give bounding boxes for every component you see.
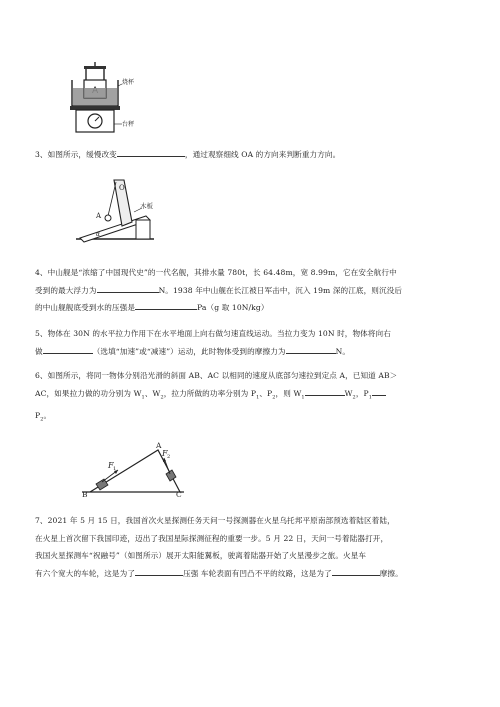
q7-blank-friction[interactable] — [332, 566, 380, 576]
question-5 — [35, 325, 475, 360]
q5-blank-friction[interactable] — [286, 344, 336, 354]
q4-line-1: 4、中山舰是“浓缩了中国现代史”的一代名舰，其排水量 780t，长 64.48m，宽 8.99m，它在安全航行中 — [35, 268, 397, 277]
q6-text-b: 、W — [144, 388, 161, 398]
q4-line-2-end: N。1938 年中山舰在长江被日军击中，沉入 19m 深的江底，则沉没后 — [158, 285, 403, 295]
q7-line-1: 7、2021 年 5 月 15 日，我国首次火星探测任务天问一号探测器在火星乌托邦平原南部预选着陆区着陆， — [35, 516, 395, 525]
two-inclines-figure — [80, 440, 190, 498]
q7-line-4-mid: 压强 车轮表面有凹凸不平的纹路，这是为了 — [183, 568, 332, 578]
q5-blank-motion[interactable] — [43, 344, 93, 354]
force-f2-sub: 2 — [167, 454, 171, 460]
question-6 — [35, 367, 475, 429]
q3-text-end: ，通过观察细线 OA 的方向来判断重力方向。 — [184, 150, 341, 159]
q5-line-2-mid: （选填“加速”或“减速”）运动，此时物体受到的摩擦力为 — [92, 346, 286, 356]
q6-blank-power[interactable] — [372, 386, 386, 396]
q6-text-i: 。 — [43, 410, 52, 420]
question-7 — [35, 512, 475, 582]
vertex-a-label: A — [156, 441, 162, 450]
q6-text-c: ，拉力所做的功率分别为 P — [163, 388, 257, 398]
q5-line-2-start: 做 — [35, 346, 43, 356]
q3-text: 3、如图所示，缓慢改变 — [35, 150, 117, 159]
q6-sub-1: 1 — [141, 394, 145, 401]
q6-text-a: AC，如果拉力做的功分别为 W — [35, 388, 142, 398]
question-3 — [35, 146, 475, 164]
force-f2-label: F — [162, 449, 168, 458]
board-label: 木板 — [140, 202, 153, 210]
q6-line-1: 6、如图所示，将同一物体分别沿光滑的斜面 AB、AC 以相同的速度从底部匀速拉到定点 A，已知道 AB＞ — [35, 371, 398, 380]
q7-line-2: 在火星上首次留下我国印迹，迈出了我国星际探测征程的重要一步。5 月 22 日，天问一号着陆器打开， — [35, 533, 389, 543]
inclined-board-figure — [74, 176, 174, 244]
vertex-c-label: C — [176, 490, 182, 498]
q5-line-2-end: N。 — [335, 346, 351, 356]
q7-line-3: 我国火星探测车“祝融号”（如图所示）展开太阳能翼板，驶离着陆器开始了火星漫步之旅。火星车 — [35, 551, 367, 560]
q7-line-4-end: 摩擦。 — [379, 568, 403, 578]
point-o-label: O — [119, 184, 125, 192]
q7-blank-pressure[interactable] — [135, 566, 183, 576]
q6-text-d: 、P — [259, 388, 273, 398]
q6-sub-5: 1 — [301, 394, 305, 401]
q6-sub-6: 2 — [352, 394, 356, 401]
question-4 — [35, 264, 475, 317]
force-f1-sub: 1 — [113, 466, 117, 472]
q6-sub-7: 1 — [368, 394, 373, 401]
q6-text-f: W — [344, 388, 353, 398]
scale-label: 台秤 — [122, 121, 135, 128]
q6-text-e: ，则 W — [275, 388, 302, 398]
q7-line-4-start: 有六个宽大的车轮，这是为了 — [35, 568, 136, 578]
q6-blank-work[interactable] — [305, 386, 345, 396]
q4-line-3-start: 的中山舰舰底受到水的压强是 — [35, 303, 136, 312]
q6-sub-2: 2 — [160, 394, 164, 401]
force-f1-label: F — [108, 461, 114, 470]
q6-text-h: P — [35, 410, 41, 420]
q3-answer-blank[interactable] — [117, 147, 185, 157]
q5-line-1: 5、物体在 30N 的水平拉力作用下在水平地面上向右做匀速直线运动。当拉力变为 10N 时，物体将向右 — [35, 329, 391, 338]
q6-sub-4: 2 — [272, 394, 276, 401]
q6-text-g: ，P — [355, 388, 369, 398]
q4-blank-pressure[interactable] — [135, 300, 197, 310]
vertex-b-label: B — [82, 490, 88, 498]
q4-blank-buoyancy[interactable] — [97, 283, 159, 293]
q6-sub-8: 2 — [40, 416, 44, 423]
point-a-label: A — [96, 212, 102, 220]
alpha-label: α — [96, 231, 101, 238]
beaker-scale-figure — [62, 62, 142, 140]
beaker-label: 烧杯 — [122, 79, 135, 86]
q4-line-2-start: 受到的最大浮力为 — [35, 285, 97, 295]
q6-sub-3: 1 — [256, 394, 260, 401]
q4-line-3-end: Pa（g 取 10N/kg） — [197, 303, 269, 312]
